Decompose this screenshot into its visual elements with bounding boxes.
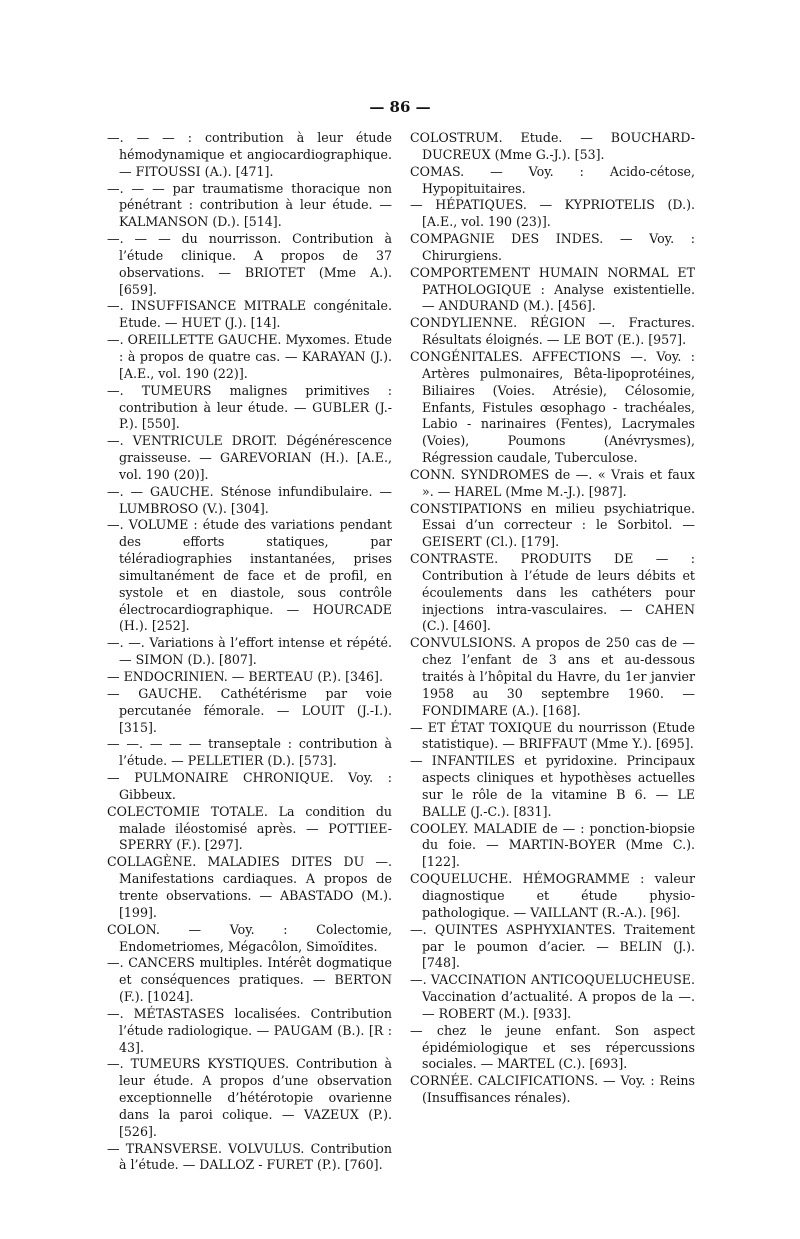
index-entry: CONDYLIENNE. RÉGION —. Fractures. Résultats éloignés. — LE BOT (E.). [957]. — [410, 315, 695, 348]
index-entry: COLON. — Voy. : Colectomie, Endometriomes, Mégacôlon, Simoïdites. — [107, 921, 392, 954]
index-entry: —. CANCERS multiples. Intérêt dogmatique et conséquences pratiques. — BERTON (F.). [1024]. — [107, 955, 392, 1005]
index-entry: COMAS. — Voy. : Acido-cétose, Hypopituitaires. — [410, 163, 695, 196]
right-column — [410, 130, 695, 1107]
index-entry: — chez le jeune enfant. Son aspect épidémiologique et ses répercussions sociales. — MARTEL (C.). [693]. — [410, 1022, 695, 1072]
index-entry: —. —. Variations à l’effort intense et répété. — SIMON (D.). [807]. — [107, 635, 392, 668]
index-entry: —. — — du nourrisson. Contribution à l’étude clinique. A propos de 37 observations. — BRIOTET (Mme A.). [659]. — [107, 231, 392, 297]
index-entry: — PULMONAIRE CHRONIQUE. Voy. : Gibbeux. — [107, 770, 392, 802]
index-entry: —. MÉTASTASES localisées. Contribution l’étude radiologique. — PAUGAM (B.). [R : 43]. — [107, 1005, 392, 1055]
index-entry: —. VOLUME : étude des variations pendant des efforts statiques, par téléradiographies instantanées, prises simultanément de face et de profil, en systole et en diastole, sous contrôle électrocardiographique. — HOURCADE (H.). [252]. — [107, 517, 392, 634]
index-entry: COLLAGÈNE. MALADIES DITES DU —. Manifestations cardiaques. A propos de trente observations. — ABASTADO (M.). [199]. — [107, 854, 392, 920]
index-entry: CONVULSIONS. A propos de 250 cas de — chez l’enfant de 3 ans et au-dessous traités à l’hôpital du Havre, du 1er janvier 1958 au 30 septembre 1960. — FONDIMARE (A.). [168]. — [410, 635, 695, 718]
index-entry: —. TUMEURS KYSTIQUES. Contribution à leur étude. A propos d’une observation exceptionnelle d’hétérotopie ovarienne dans la paroi colique. — VAZEUX (P.). [526]. — [107, 1056, 392, 1139]
index-entry: —. — — : contribution à leur étude hémodynamique et angiocardiographique. — FITOUSSI (A.). [471]. — [107, 130, 392, 179]
index-entry: —. TUMEURS malignes primitives : contribution à leur étude. — GUBLER (J.-P.). [550]. — [107, 382, 392, 432]
index-entry: COLECTOMIE TOTALE. La condition du malade iléostomisé après. — POTTIEE-SPERRY (F.). [297]. — [107, 803, 392, 853]
index-entry: — INFANTILES et pyridoxine. Principaux aspects cliniques et hypothèses actuelles sur le rôle de la vitamine B 6. — LE BALLE (J.-C.). [831]. — [410, 753, 695, 819]
index-entry: —. — GAUCHE. Sténose infundibulaire. — LUMBROSO (V.). [304]. — [107, 483, 392, 516]
page-number: — 86 — — [369, 98, 431, 116]
index-entry: COQUELUCHE. HÉMOGRAMME : valeur diagnostique et étude physio-pathologique. — VAILLANT (R.-A.). [96]. — [410, 871, 695, 920]
index-entry: — GAUCHE. Cathétérisme par voie percutanée fémorale. — LOUIT (J.-I.). [315]. — [107, 685, 392, 735]
left-column — [107, 130, 392, 1174]
index-entry: COOLEY. MALADIE de — : ponction-biopsie du foie. — MARTIN-BOYER (Mme C.). [122]. — [410, 820, 695, 870]
index-entry: COMPAGNIE DES INDES. — Voy. : Chirurgiens. — [410, 231, 695, 263]
index-entry: —. OREILLETTE GAUCHE. Myxomes. Etude : à propos de quatre cas. — KARAYAN (J.). [A.E., vol. 190 (22)]. — [107, 332, 392, 381]
index-entry: CONGÉNITALES. AFFECTIONS —. Voy. : Artères pulmonaires, Bêta-lipoprotéines, Biliaires (Voies. Atrésie), Célosomie, Enfants, Fistules œsophago - trachéales, Labio - narinaires (Fentes), Lacrymales (Voies), Poumons (Anévrysmes), Régression caudale, Tuberculose. — [410, 348, 695, 466]
index-entry: — ENDOCRINIEN. — BERTEAU (P.). [346]. — [107, 669, 383, 684]
index-entry: COLOSTRUM. Etude. — BOUCHARD-DUCREUX (Mme G.-J.). [53]. — [410, 130, 695, 162]
index-entry: —. INSUFFISANCE MITRALE congénitale. Etude. — HUET (J.). [14]. — [107, 298, 392, 331]
index-entry: — HÉPATIQUES. — KYPRIOTELIS (D.). [A.E., vol. 190 (23)]. — [410, 197, 695, 230]
index-entry: COMPORTEMENT HUMAIN NORMAL ET PATHOLOGIQUE : Analyse existentielle. — ANDURAND (M.). [456]. — [410, 264, 695, 314]
index-entry: — —. — — — transeptale : contribution à l’étude. — PELLETIER (D.). [573]. — [107, 736, 392, 769]
index-entry: — ET ÉTAT TOXIQUE du nourrisson (Etude statistique). — BRIFFAUT (Mme Y.). [695]. — [410, 719, 695, 752]
index-entry: CONN. SYNDROMES de —. « Vrais et faux ». — HAREL (Mme M.-J.). [987]. — [410, 466, 695, 499]
index-entry: CONSTIPATIONS en milieu psychiatrique. Essai d’un correcteur : le Sorbitol. — GEISERT (Cl.). [179]. — [410, 500, 695, 550]
index-entry: — TRANSVERSE. VOLVULUS. Contribution à l’étude. — DALLOZ - FURET (P.). [760]. — [107, 1140, 392, 1173]
index-entry: —. VACCINATION ANTICOQUELUCHEUSE. Vaccination d’actualité. A propos de la —. — ROBERT (M.). [933]. — [410, 972, 695, 1021]
index-entry: CONTRASTE. PRODUITS DE — : Contribution à l’étude de leurs débits et écoulements dans les cathéters pour injections intra-vasculaires. — CAHEN (C.). [460]. — [410, 551, 695, 634]
index-entry: CORNÉE. CALCIFICATIONS. — Voy. : Reins (Insuffisances rénales). — [410, 1073, 695, 1106]
index-entry: —. — — par traumatisme thoracique non pénétrant : contribution à leur étude. — KALMANSON (D.). [514]. — [107, 180, 392, 230]
index-entry: —. VENTRICULE DROIT. Dégénérescence graisseuse. — GAREVORIAN (H.). [A.E., vol. 190 (20)]. — [107, 433, 392, 482]
index-entry: —. QUINTES ASPHYXIANTES. Traitement par le poumon d’acier. — BELIN (J.). [748]. — [410, 921, 695, 971]
